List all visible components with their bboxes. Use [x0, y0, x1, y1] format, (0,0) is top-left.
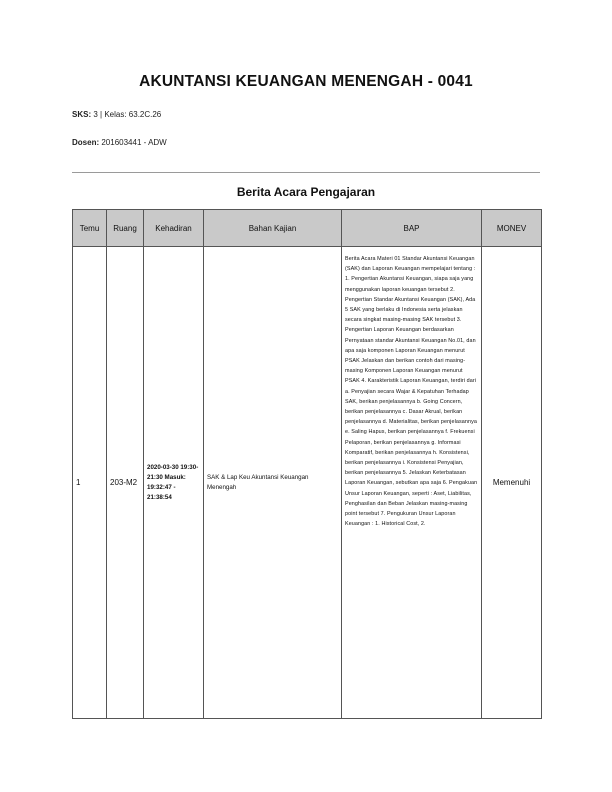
- dosen-value: 201603441 - ADW: [101, 138, 167, 147]
- cell-bap: [342, 247, 482, 719]
- section-title: Berita Acara Pengajaran: [236, 185, 376, 199]
- table-header-row: [73, 210, 542, 247]
- table-row: [73, 247, 542, 719]
- cell-temu: 1: [73, 247, 107, 719]
- header-monev: MONEV: [482, 210, 542, 247]
- header-kehadiran: Kehadiran: [144, 210, 204, 247]
- course-title: AKUNTANSI KEUANGAN MENENGAH - 0041: [139, 73, 473, 90]
- dosen-label: Dosen:: [72, 138, 100, 147]
- teaching-record-table: [72, 209, 542, 719]
- horizontal-divider: [72, 172, 540, 173]
- header-bap: BAP: [342, 210, 482, 247]
- bap-text: Berita Acara Materi 01 Standar Akuntansi Keuangan (SAK) dan Laporan Keuangan mempelajari tentang : 1. Pengertian Akuntansi Keuangan, siapa saja yang menggunakan laporan keuangan tersebut 2. Pengertian Standar Akuntansi Keuangan (SAK), Ada 5 SAK yang berlaku di Indonesia serta jelaskan secara singkat masing-masing SAK tersebut 3. Pengertian Laporan Keuangan berdasarkan Pernyataan standar Akuntansi Keuangan No.01, dan apa saja komponen Laporan Keuangan menurut PSAK Jelaskan dan berikan contoh dari masing-masing Komponen Laporan Keuangan menurut PSAK 4. Karakteristik Laporan Keuangan, terdiri dari a. Penyajian secara Wajar & Kepatuhan Terhadap SAK, berikan penjelasannya b. Going Concern, berikan penjelasannya c. Dasar Akrual, berikan penjelasannya d. Materialitas, berikan penjelasannya e. Saling Hapus, berikan penjelasannya f. Frekuensi Pelaporan, berikan penjelasannya g. Informasi Komparatif, berikan penjelasannya h. Konsistensi, berikan penjelasannya i. Konsistensi Penyajian, berikan penjelasannya 5. Jelaskan Keterbatasan Laporan Keuangan, sebutkan apa saja 6. Pengakuan Unsur Laporan Keuangan, seperti : Aset, Liabilitas, Penghasilan dan Beban Jelaskan masing-masing point tersebut 7. Pengukuran Unsur Laporan Keuangan : 1. Historical Cost, 2.: [345, 256, 478, 528]
- sks-class-value: 3 | Kelas: 63.2C.26: [93, 110, 162, 119]
- cell-ruang: 203-M2: [107, 247, 144, 719]
- sks-class-line: [72, 110, 161, 119]
- header-bahan-kajian: Bahan Kajian: [204, 210, 342, 247]
- lecturer-line: [72, 138, 167, 147]
- cell-monev: Memenuhi: [482, 247, 542, 719]
- sks-label: SKS:: [72, 110, 92, 119]
- cell-bahan-kajian: SAK & Lap Keu Akuntansi Keuangan Menengah: [204, 247, 342, 719]
- header-ruang: Ruang: [107, 210, 144, 247]
- header-temu: Temu: [73, 210, 107, 247]
- cell-kehadiran: 2020-03-30 19:30-21:30 Masuk: 19:32:47 - 21:38:54: [144, 247, 204, 719]
